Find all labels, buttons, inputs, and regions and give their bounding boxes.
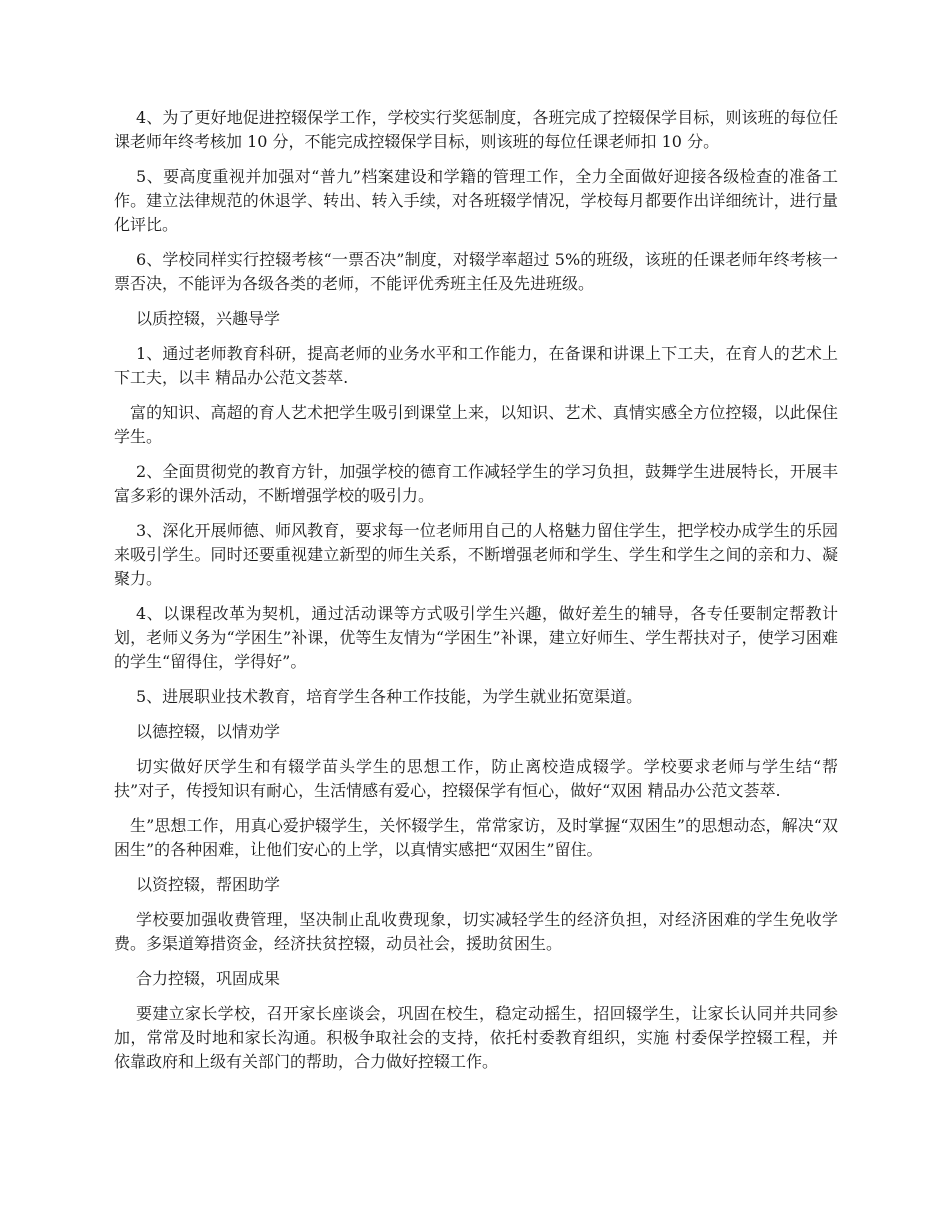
paragraph-education-policy: 2、全面贯彻党的教育方针，加强学校的德育工作减轻学生的学习负担，鼓舞学生进展特长，开展丰富多彩的课外活动，不断增强学校的吸引力。: [114, 462, 838, 505]
document-page: [114, 106, 838, 1085]
section-heading-cooperation: 合力控辍，巩固成果: [136, 969, 281, 988]
paragraph-ideological-work-continued: 生”思想工作，用真心爱护辍学生，关怀辍学生，常常家访，及时掌握“双困生”的思想动态，解决“双困生”的各种困难，让他们安心的上学，以真情实感把“双困生”留住。: [114, 816, 838, 859]
paragraph-vocational-education: 5、进展职业技术教育，培育学生各种工作技能，为学生就业拓宽渠道。: [136, 687, 643, 706]
paragraph-fee-management: 学校要加强收费管理，坚决制止乱收费现象，切实减轻学生的经济负担，对经济困难的学生免收学费。多渠道筹措资金，经济扶贫控辍，动员社会，援助贫困生。: [114, 910, 838, 953]
section-heading-funding: 以资控辍，帮困助学: [136, 875, 281, 894]
paragraph-veto-system: 6、学校同样实行控辍考核“一票否决”制度，对辍学率超过 5%的班级，该班的任课老师年终考核一票否决，不能评为各级各类的老师，不能评优秀班主任及先进班级。: [114, 250, 838, 293]
paragraph-ideological-work: 切实做好厌学生和有辍学苗头学生的思想工作，防止离校造成辍学。学校要求老师与学生结“帮扶”对子，传授知识有耐心，生活情感有爱心，控辍保学有恒心，做好“双困 精品办公范文荟萃.: [114, 757, 838, 800]
paragraph-teacher-research: 1、通过老师教育科研，提高老师的业务水平和工作能力，在备课和讲课上下工夫，在育人的艺术上下工夫，以丰 精品办公范文荟萃.: [114, 344, 838, 387]
paragraph-parent-school: 要建立家长学校，召开家长座谈会，巩固在校生，稳定动摇生，招回辍学生，让家长认同并共同参加，常常及时地和家长沟通。积极争取社会的支持，依托村委教育组织，实施 村委保学控辍工程，并依靠政府和上级有关部门的帮助，合力做好控辍工作。: [114, 1004, 838, 1071]
paragraph-archive-management: 5、要高度重视并加强对“普九”档案建设和学籍的管理工作，全力全面做好迎接各级检查的准备工作。建立法律规范的休退学、转出、转入手续，对各班辍学情况，学校每月都要作出详细统计，进行量化评比。: [114, 167, 838, 234]
paragraph-reward-policy: 4、为了更好地促进控辍保学工作，学校实行奖惩制度，各班完成了控辍保学目标，则该班的每位任课老师年终考核加 10 分，不能完成控辍保学目标，则该班的每位任课老师扣 10 分。: [114, 108, 838, 151]
paragraph-teacher-research-continued: 富的知识、高超的育人艺术把学生吸引到课堂上来，以知识、艺术、真情实感全方位控辍，以此保住学生。: [114, 403, 838, 446]
section-heading-virtue: 以德控辍，以情劝学: [136, 722, 281, 741]
paragraph-teacher-ethics: 3、深化开展师德、师风教育，要求每一位老师用自己的人格魅力留住学生，把学校办成学生的乐园来吸引学生。同时还要重视建立新型的师生关系，不断增强老师和学生、学生和学生之间的亲和力、凝聚力。: [114, 521, 838, 588]
paragraph-curriculum-reform: 4、以课程改革为契机，通过活动课等方式吸引学生兴趣，做好差生的辅导，各专任要制定帮教计划，老师义务为“学困生”补课，优等生友情为“学困生”补课，建立好师生、学生帮扶对子，使学习困难的学生“留得住，学得好”。: [114, 604, 838, 671]
section-heading-quality: 以质控辍，兴趣导学: [136, 309, 281, 328]
